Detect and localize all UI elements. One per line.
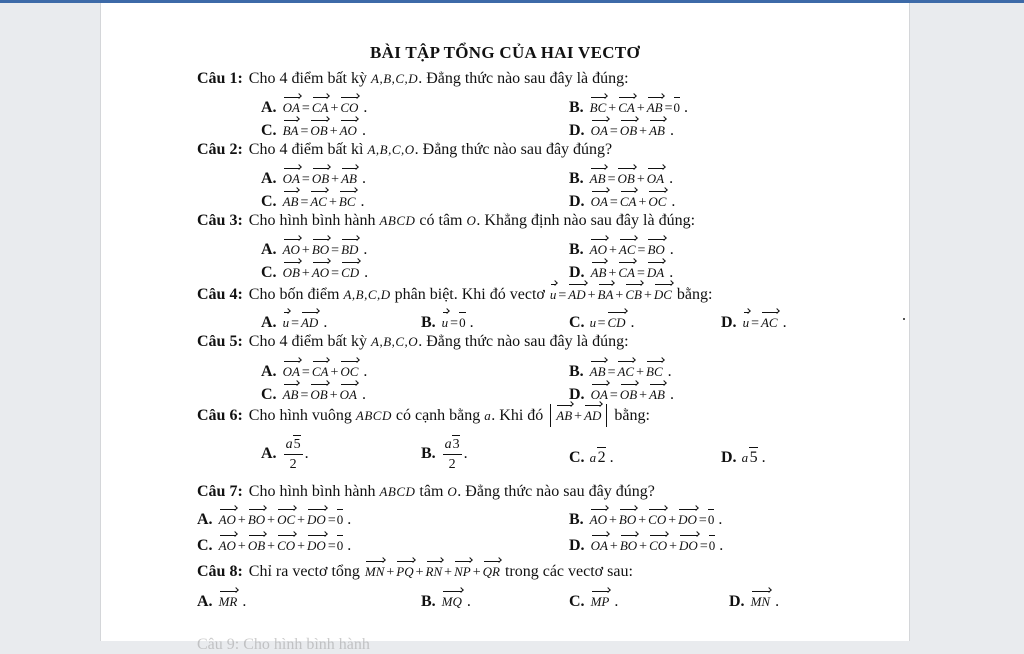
question-3: Câu 3: Cho hình bình hành ABCD có tâm O. Khẳng định nào sau đây là đúng:: [197, 212, 696, 229]
q6-option-c[interactable]: C. a2 .: [569, 449, 614, 466]
q1-option-d[interactable]: D. OA = OB + AB .: [569, 119, 674, 142]
question-7: Câu 7: Cho hình bình hành ABCD tâm O. Đẳng thức nào sau đây đúng?: [197, 483, 655, 500]
question-6: Câu 6: Cho hình vuông ABCD có cạnh bằng a. Khi đó AB + AD bằng:: [197, 404, 650, 427]
q7-option-a[interactable]: A. AO + BO + OC + DO =0 .: [197, 508, 351, 531]
q7-option-d[interactable]: D. OA + BO + CO + DO =0 .: [569, 534, 723, 557]
q1-option-b[interactable]: B. BC + CA + AB =0 .: [569, 96, 688, 119]
q3-option-d[interactable]: D. AB + CA = DA .: [569, 261, 673, 284]
question-2: Câu 2: Cho 4 điểm bất kì A,B,C,O. Đẳng thức nào sau đây đúng?: [197, 141, 613, 158]
q6-option-a[interactable]: A. $\frac{a5}{2}$ .: [261, 437, 309, 472]
question-5: Câu 5: Cho 4 điểm bất kỳ A,B,C,O. Đẳng thức nào sau đây là đúng:: [197, 333, 629, 350]
q3-option-b[interactable]: B. AO + AC = BO .: [569, 238, 674, 261]
q4-option-a[interactable]: A. u = AD .: [261, 311, 327, 334]
q8-option-d[interactable]: D. MN .: [729, 590, 779, 612]
q7-option-b[interactable]: B. AO + BO + CO + DO =0 .: [569, 508, 722, 531]
q8-option-c[interactable]: C. MP .: [569, 590, 618, 612]
q8-option-b[interactable]: B. MQ .: [421, 590, 471, 612]
q2-option-b[interactable]: B. AB = OB + OA .: [569, 167, 673, 190]
question-tail: . Đẳng thức nào sau đây là đúng:: [418, 70, 629, 87]
cursor-mark: [903, 318, 905, 320]
q3-option-c[interactable]: C. OB + AO = CD .: [261, 261, 368, 284]
question-number: Câu 1:: [197, 70, 243, 87]
q6-option-b[interactable]: B. $\frac{a3}{2}$ .: [421, 437, 468, 472]
q4-option-d[interactable]: D. u = AC .: [721, 311, 787, 334]
q4-option-b[interactable]: B. u =0 .: [421, 311, 474, 334]
q5-option-c[interactable]: C. AB = OB + OA .: [261, 383, 366, 406]
q1-option-c[interactable]: C. BA = OB + AO .: [261, 119, 366, 142]
question-4: Câu 4: Cho bốn điểm A,B,C,D phân biệt. Khi đó vectơ u = AD + BA + CB + DC bằng:: [197, 283, 712, 306]
q5-option-b[interactable]: B. AB = AC + BC .: [569, 360, 672, 383]
q4-option-c[interactable]: C. u= CD .: [569, 311, 635, 334]
next-question-cutoff: Câu 9: Cho hình bình hành: [197, 636, 370, 653]
q7-option-c[interactable]: C. AO + OB + CO + DO =0 .: [197, 534, 351, 557]
question-text: Cho 4 điểm bất kỳ: [248, 70, 367, 87]
document-page: [100, 3, 910, 653]
q2-option-d[interactable]: D. OA = CA + OC .: [569, 190, 675, 213]
question-8: Câu 8: Chỉ ra vectơ tổng MN + PQ + RN + NP + QR trong các vectơ sau:: [197, 560, 633, 583]
points: A,B,C,D: [371, 71, 419, 86]
q1-option-a[interactable]: A. OA = CA + CO .: [261, 96, 367, 119]
q5-option-a[interactable]: A. OA = CA + OC .: [261, 360, 367, 383]
q8-option-a[interactable]: A. MR .: [197, 590, 246, 612]
q2-option-c[interactable]: C. AB = AC + BC .: [261, 190, 365, 213]
q6-option-d[interactable]: D. a5 .: [721, 449, 766, 466]
question-1: [197, 69, 629, 89]
q5-option-d[interactable]: D. OA = OB + AB .: [569, 383, 674, 406]
document-title: BÀI TẬP TỔNG CỦA HAI VECTƠ: [370, 43, 640, 62]
q3-option-a[interactable]: A. AO + BO = BD .: [261, 238, 367, 261]
q2-option-a[interactable]: A. OA = OB + AB .: [261, 167, 366, 190]
